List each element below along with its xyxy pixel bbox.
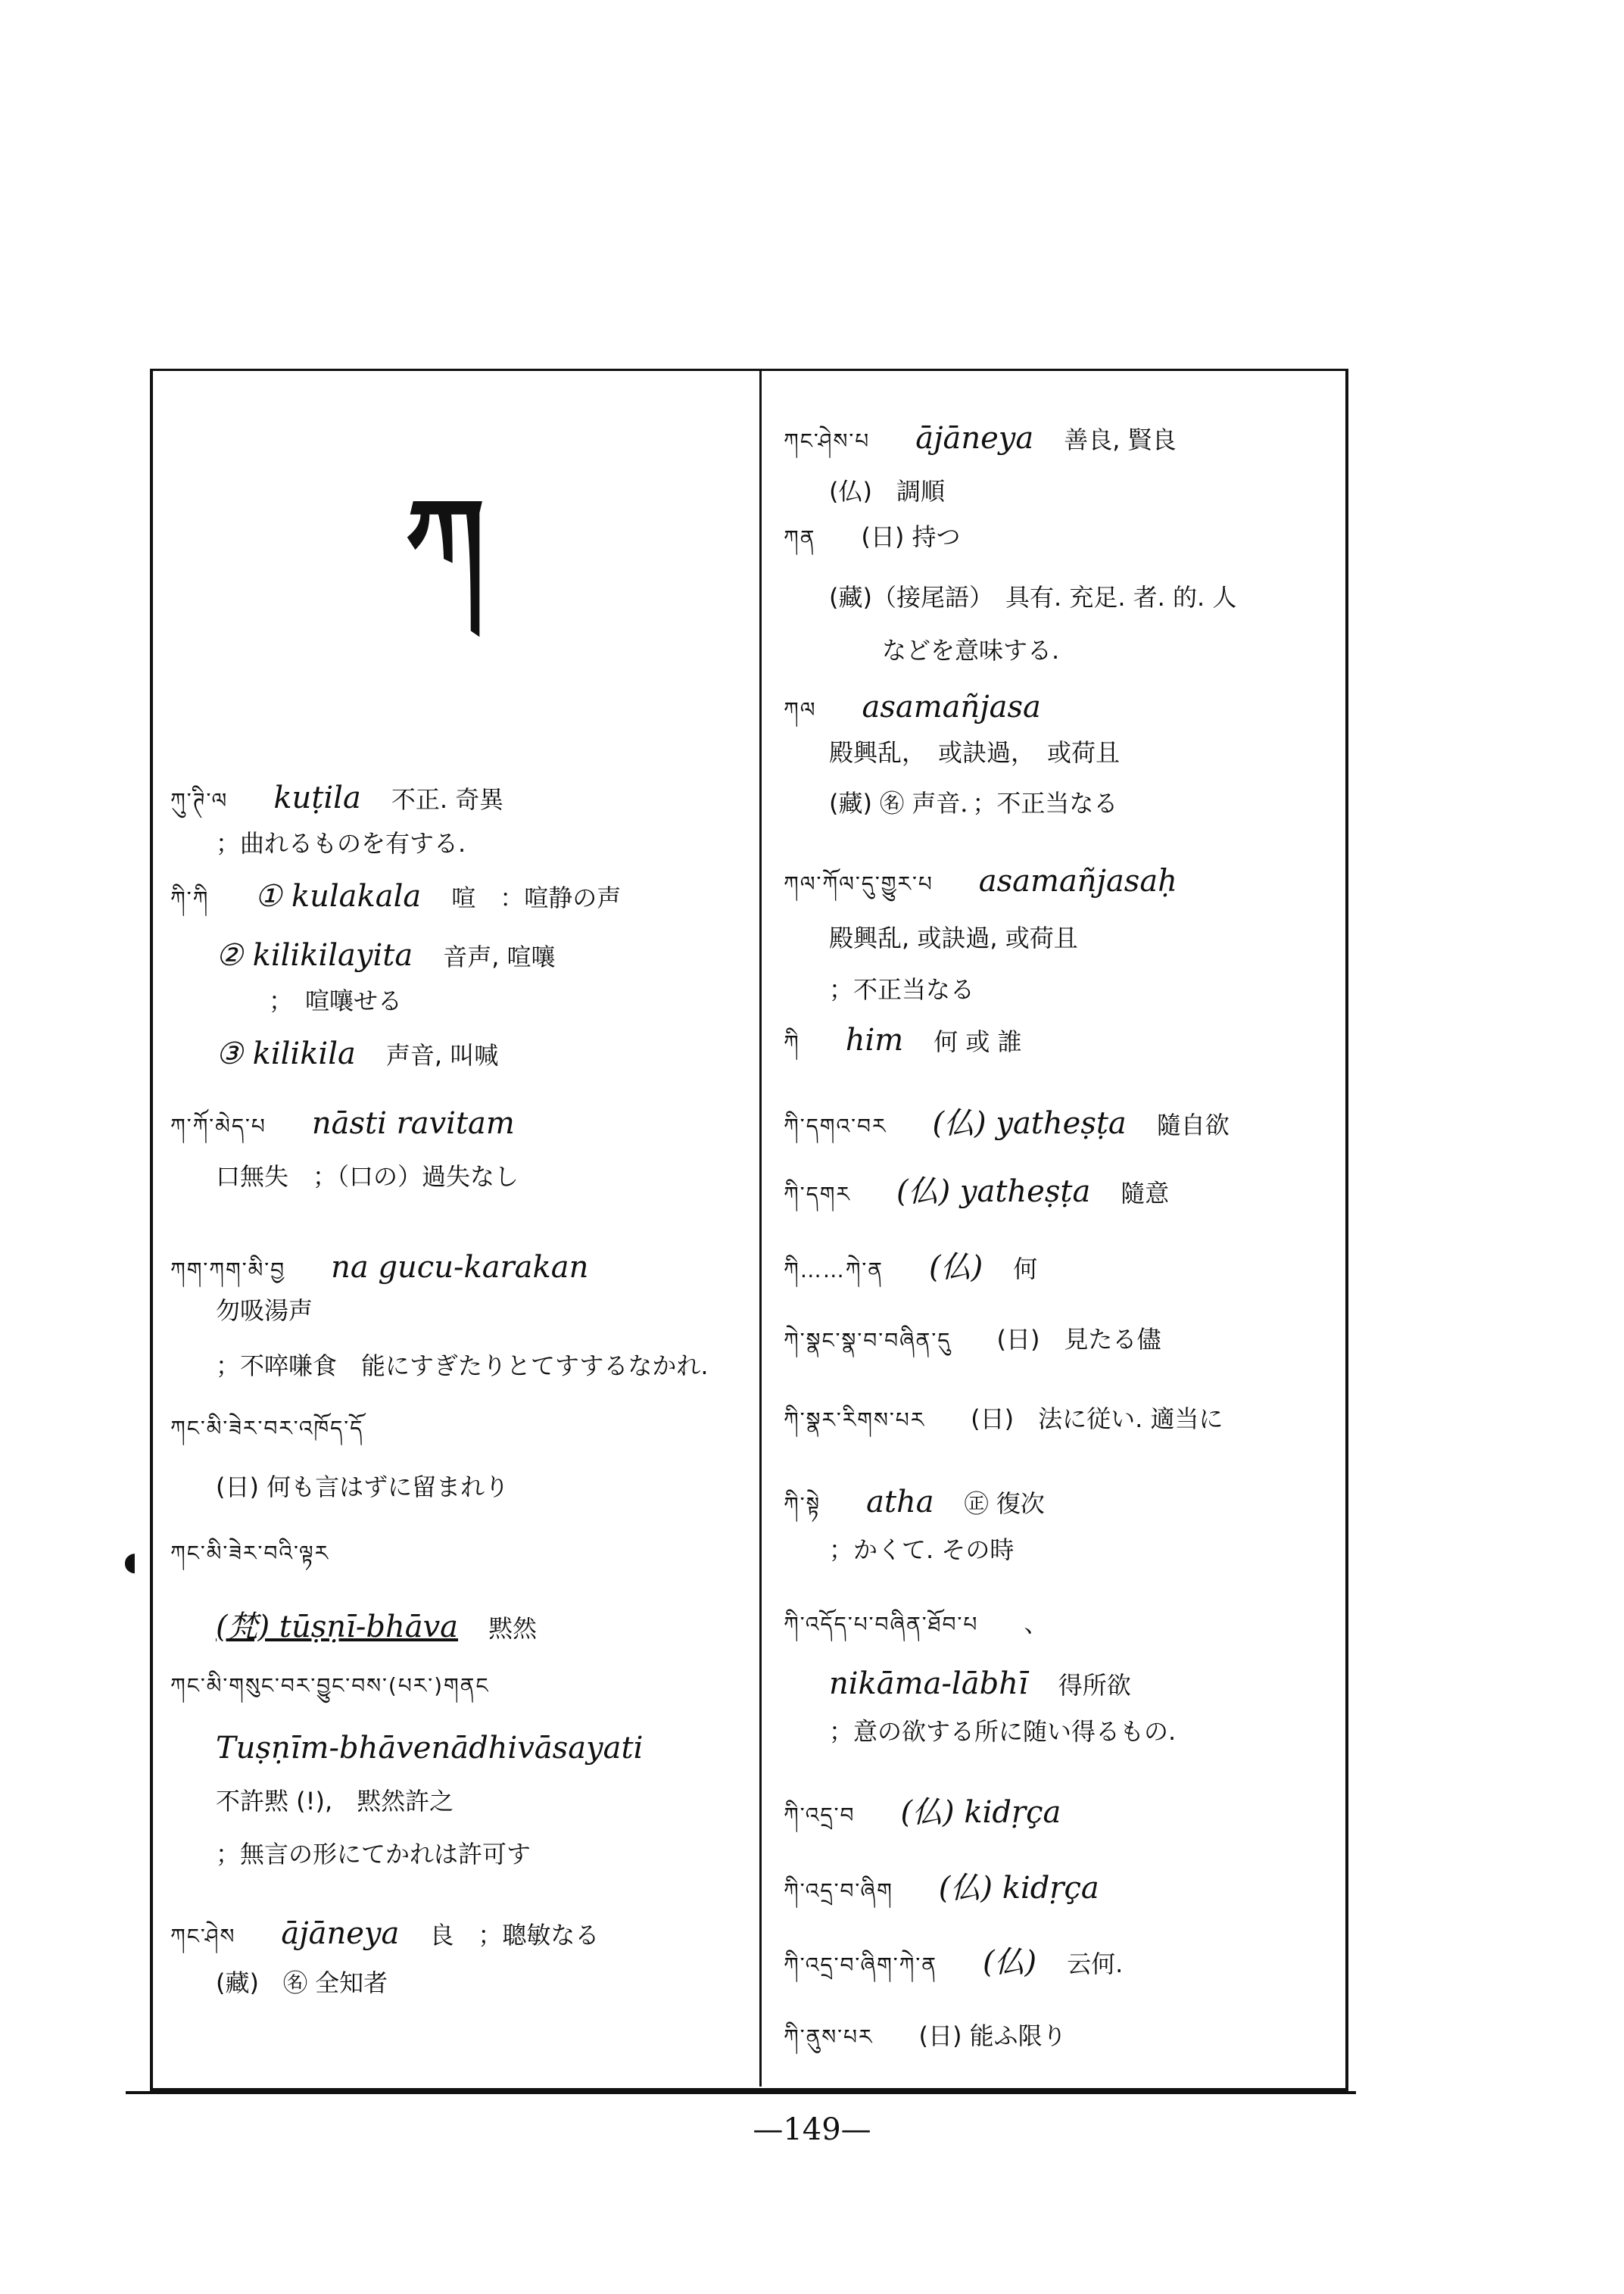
romanized-term: ② kilikilayita [216, 938, 413, 973]
left-entry [170, 1249, 619, 1286]
gloss-text: 云何. [1067, 1950, 1124, 1978]
left-entry [216, 1351, 709, 1380]
left-entry [216, 1968, 388, 1997]
left-entry [170, 1416, 409, 1442]
romanized-term: kuṭila [273, 781, 361, 815]
romanized-term: ① kulakala [254, 879, 422, 914]
left-entry [269, 986, 402, 1015]
left-entry [170, 878, 621, 915]
tibetan-term: ཀི་དགའ་བར [784, 1114, 887, 1139]
left-entry [170, 780, 503, 816]
gloss-text: 何 [1013, 1255, 1038, 1283]
gloss-text: ；曲れるものを有する. [216, 829, 466, 858]
tibetan-term: ཀི་ཀི [170, 887, 210, 912]
romanized-term: na gucu-karakan [331, 1250, 589, 1285]
gloss-text: 隨意 [1121, 1179, 1170, 1208]
gloss-text: 得所欲 [1058, 1671, 1131, 1700]
tibetan-term: ཀུ་ཊི་ལ [170, 788, 229, 813]
tibetan-term: ཀང་མི་གསུང་བར་བྱུང་བས་(པར་)གནང [170, 1673, 490, 1698]
right-entry [784, 522, 961, 551]
gloss-text: 隨自欲 [1156, 1111, 1230, 1139]
right-entry [784, 1249, 1037, 1286]
left-entry [216, 937, 556, 974]
left-entry [216, 1162, 519, 1191]
gloss-text: 善良, 賢良 [1064, 425, 1177, 454]
gloss-text: (日) 法に従い. 適当に [971, 1404, 1223, 1433]
gloss-text: 、 [1024, 1609, 1049, 1638]
gloss-text: 殿興乱, 或訣過, 或荷且 [829, 924, 1078, 952]
romanized-term: ājāneya [281, 1916, 400, 1951]
gloss-text: (日) 持つ [861, 522, 961, 551]
romanized-term: nāsti ravitam [311, 1106, 515, 1141]
romanized-term: him [845, 1023, 904, 1058]
bottom-rule [126, 2091, 1356, 2094]
right-entry [784, 1794, 1091, 1831]
gloss-text: ㊣ 復次 [964, 1489, 1045, 1518]
romanized-term: ③ kilikila [216, 1036, 356, 1071]
right-entry [784, 689, 1071, 725]
right-entry [784, 420, 1177, 457]
right-entry [784, 1325, 1161, 1354]
gloss-text: 口無失 ；（口の）過失なし [216, 1162, 519, 1191]
right-entry [784, 863, 1208, 899]
left-entry [170, 1915, 599, 1952]
gloss-text: (日) 見たる儘 [996, 1325, 1161, 1354]
gloss-text: 良 ；聰敏なる [429, 1921, 600, 1950]
tibetan-term: ཀི་འདྲ་བ [784, 1803, 856, 1828]
romanized-term: Tuṣṇīm-bhāvenādhivāsayati [216, 1731, 644, 1766]
left-entry [170, 1541, 375, 1566]
right-entry [829, 1535, 1014, 1564]
romanized-term: nikāma-lābhī [829, 1666, 1028, 1701]
tibetan-term: ཀི་དགར [784, 1182, 851, 1207]
tibetan-term: ཀང་ཤེས [170, 1924, 236, 1949]
right-entry [784, 1022, 1022, 1058]
right-entry [829, 477, 945, 506]
tibetan-term: ཀལ་ཀོལ་དུ་གྱུར་པ [784, 871, 934, 896]
right-entry [882, 636, 1059, 665]
left-entry [170, 1105, 545, 1142]
gloss-text: 声音, 叫喊 [385, 1041, 499, 1070]
romanized-term: (仏) [928, 1250, 983, 1285]
romanized-term: asamañjasaḥ [978, 864, 1177, 899]
left-entry [216, 1473, 509, 1501]
gloss-text: などを意味する. [882, 636, 1060, 665]
gloss-text: 不正. 奇異 [391, 785, 504, 814]
left-entry [216, 1609, 537, 1645]
tibetan-term: ཀི་འདྲ་བ་ཞིག [784, 1878, 893, 1903]
gloss-text: 喧 ：喧静の声 [451, 884, 622, 912]
left-entry [216, 1730, 673, 1766]
left-entry [216, 1787, 454, 1816]
romanized-term: (仏) yatheṣṭa [932, 1106, 1127, 1141]
right-entry [784, 1173, 1169, 1210]
gloss-text: 不許黙 (!), 黙然許之 [216, 1787, 454, 1816]
right-entry [784, 1404, 1223, 1433]
gloss-text: 音声, 喧嚷 [443, 943, 556, 971]
romanized-term: atha [866, 1485, 934, 1519]
gloss-text: (日) 何も言はずに留まれり [216, 1473, 510, 1501]
tibetan-term: ཀི་སྣར་རིགས་པར [784, 1407, 926, 1432]
left-entry [216, 1296, 313, 1325]
page-number: —149— [753, 2112, 871, 2147]
right-entry [829, 738, 1120, 767]
right-entry [829, 789, 1117, 818]
section-letter: ཀ [405, 475, 485, 607]
tibetan-term: ཀི་སྟེ [784, 1492, 821, 1517]
romanized-term: (仏) kidṛça [900, 1795, 1061, 1830]
tibetan-term: ཀི་ནུས་པར [784, 2024, 874, 2049]
left-entry [216, 1840, 531, 1869]
gloss-text: ；無言の形にてかれは許可す [216, 1840, 531, 1869]
gloss-text: (日) 能ふ限り [918, 2021, 1067, 2050]
tibetan-term: ཀ་ཀོ་མེད་པ [170, 1114, 267, 1139]
romanized-term: (仏) yatheṣṭa [896, 1174, 1091, 1209]
gloss-text: (仏) 調順 [829, 477, 945, 506]
right-entry [784, 2021, 1067, 2050]
tibetan-term: ཀང་མི་ཟེར་བའི་ལྟར [170, 1541, 330, 1566]
column-divider [759, 371, 762, 2087]
gloss-text: (藏) ㊔ 全知者 [216, 1968, 388, 1997]
right-entry [829, 1717, 1176, 1746]
gloss-text: ；意の欲する所に随い得るもの. [829, 1717, 1177, 1746]
gloss-text: 黙然 [488, 1614, 538, 1643]
tibetan-term: ཀང་མི་ཟེར་བར་འཁོད་དོ [170, 1416, 364, 1441]
romanized-term: (仏) [982, 1945, 1037, 1980]
gloss-text: (藏) ㊔ 声音．；不正当なる [829, 789, 1118, 818]
tibetan-term: ཀལ [784, 697, 817, 722]
margin-mark: ◖ [123, 1547, 137, 1577]
tibetan-term: ཀག་ཀག་མི་བྱ [170, 1258, 286, 1283]
right-entry [784, 1105, 1230, 1142]
gloss-text: ；不啐嗛食 能にすぎたりとてすするなかれ. [216, 1351, 709, 1380]
left-entry [216, 1036, 498, 1072]
romanized-term: (梵) tūṣṇī-bhāva [216, 1610, 459, 1644]
romanized-term: ājāneya [915, 421, 1034, 456]
tibetan-term: ཀི [784, 1030, 800, 1055]
gloss-text: (藏)（接尾語） 具有. 充足. 者. 的. 人 [829, 583, 1237, 612]
right-entry [829, 975, 974, 1004]
right-entry [829, 1666, 1131, 1702]
gloss-text: 勿吸湯声 [216, 1296, 313, 1325]
tibetan-term: ཀི……ཀེ་ན [784, 1258, 884, 1283]
tibetan-term: ཀན [784, 525, 816, 550]
gloss-text: ； 喧嚷せる [269, 986, 403, 1015]
romanized-term: asamañjasa [862, 690, 1041, 725]
right-entry [784, 1609, 1048, 1638]
page-frame [150, 369, 1348, 2091]
left-entry [170, 1673, 535, 1699]
right-entry [784, 1870, 1130, 1906]
right-entry [829, 924, 1078, 952]
right-entry [784, 1944, 1123, 1981]
tibetan-term: ཀི་འདོད་པ་བཞིན་ཐོབ་པ [784, 1612, 979, 1637]
gloss-text: ；かくて. その時 [829, 1535, 1015, 1564]
gloss-text: 何 或 誰 [934, 1027, 1022, 1056]
tibetan-term: ཀི་འདྲ་བ་ཞིག་ཀེ་ན [784, 1953, 937, 1978]
gloss-text: 殿興乱， 或訣過， 或荷且 [829, 738, 1121, 767]
tibetan-term: ཀང་ཤེས་པ [784, 429, 871, 454]
tibetan-term: ཀེ་སྣང་སྣ་བ་བཞིན་དུ [784, 1328, 952, 1353]
romanized-term: (仏) kidṛça [938, 1871, 1099, 1906]
gloss-text: ；不正当なる [829, 975, 975, 1004]
right-entry [829, 583, 1236, 612]
right-entry [784, 1484, 1045, 1520]
left-entry [216, 829, 466, 858]
